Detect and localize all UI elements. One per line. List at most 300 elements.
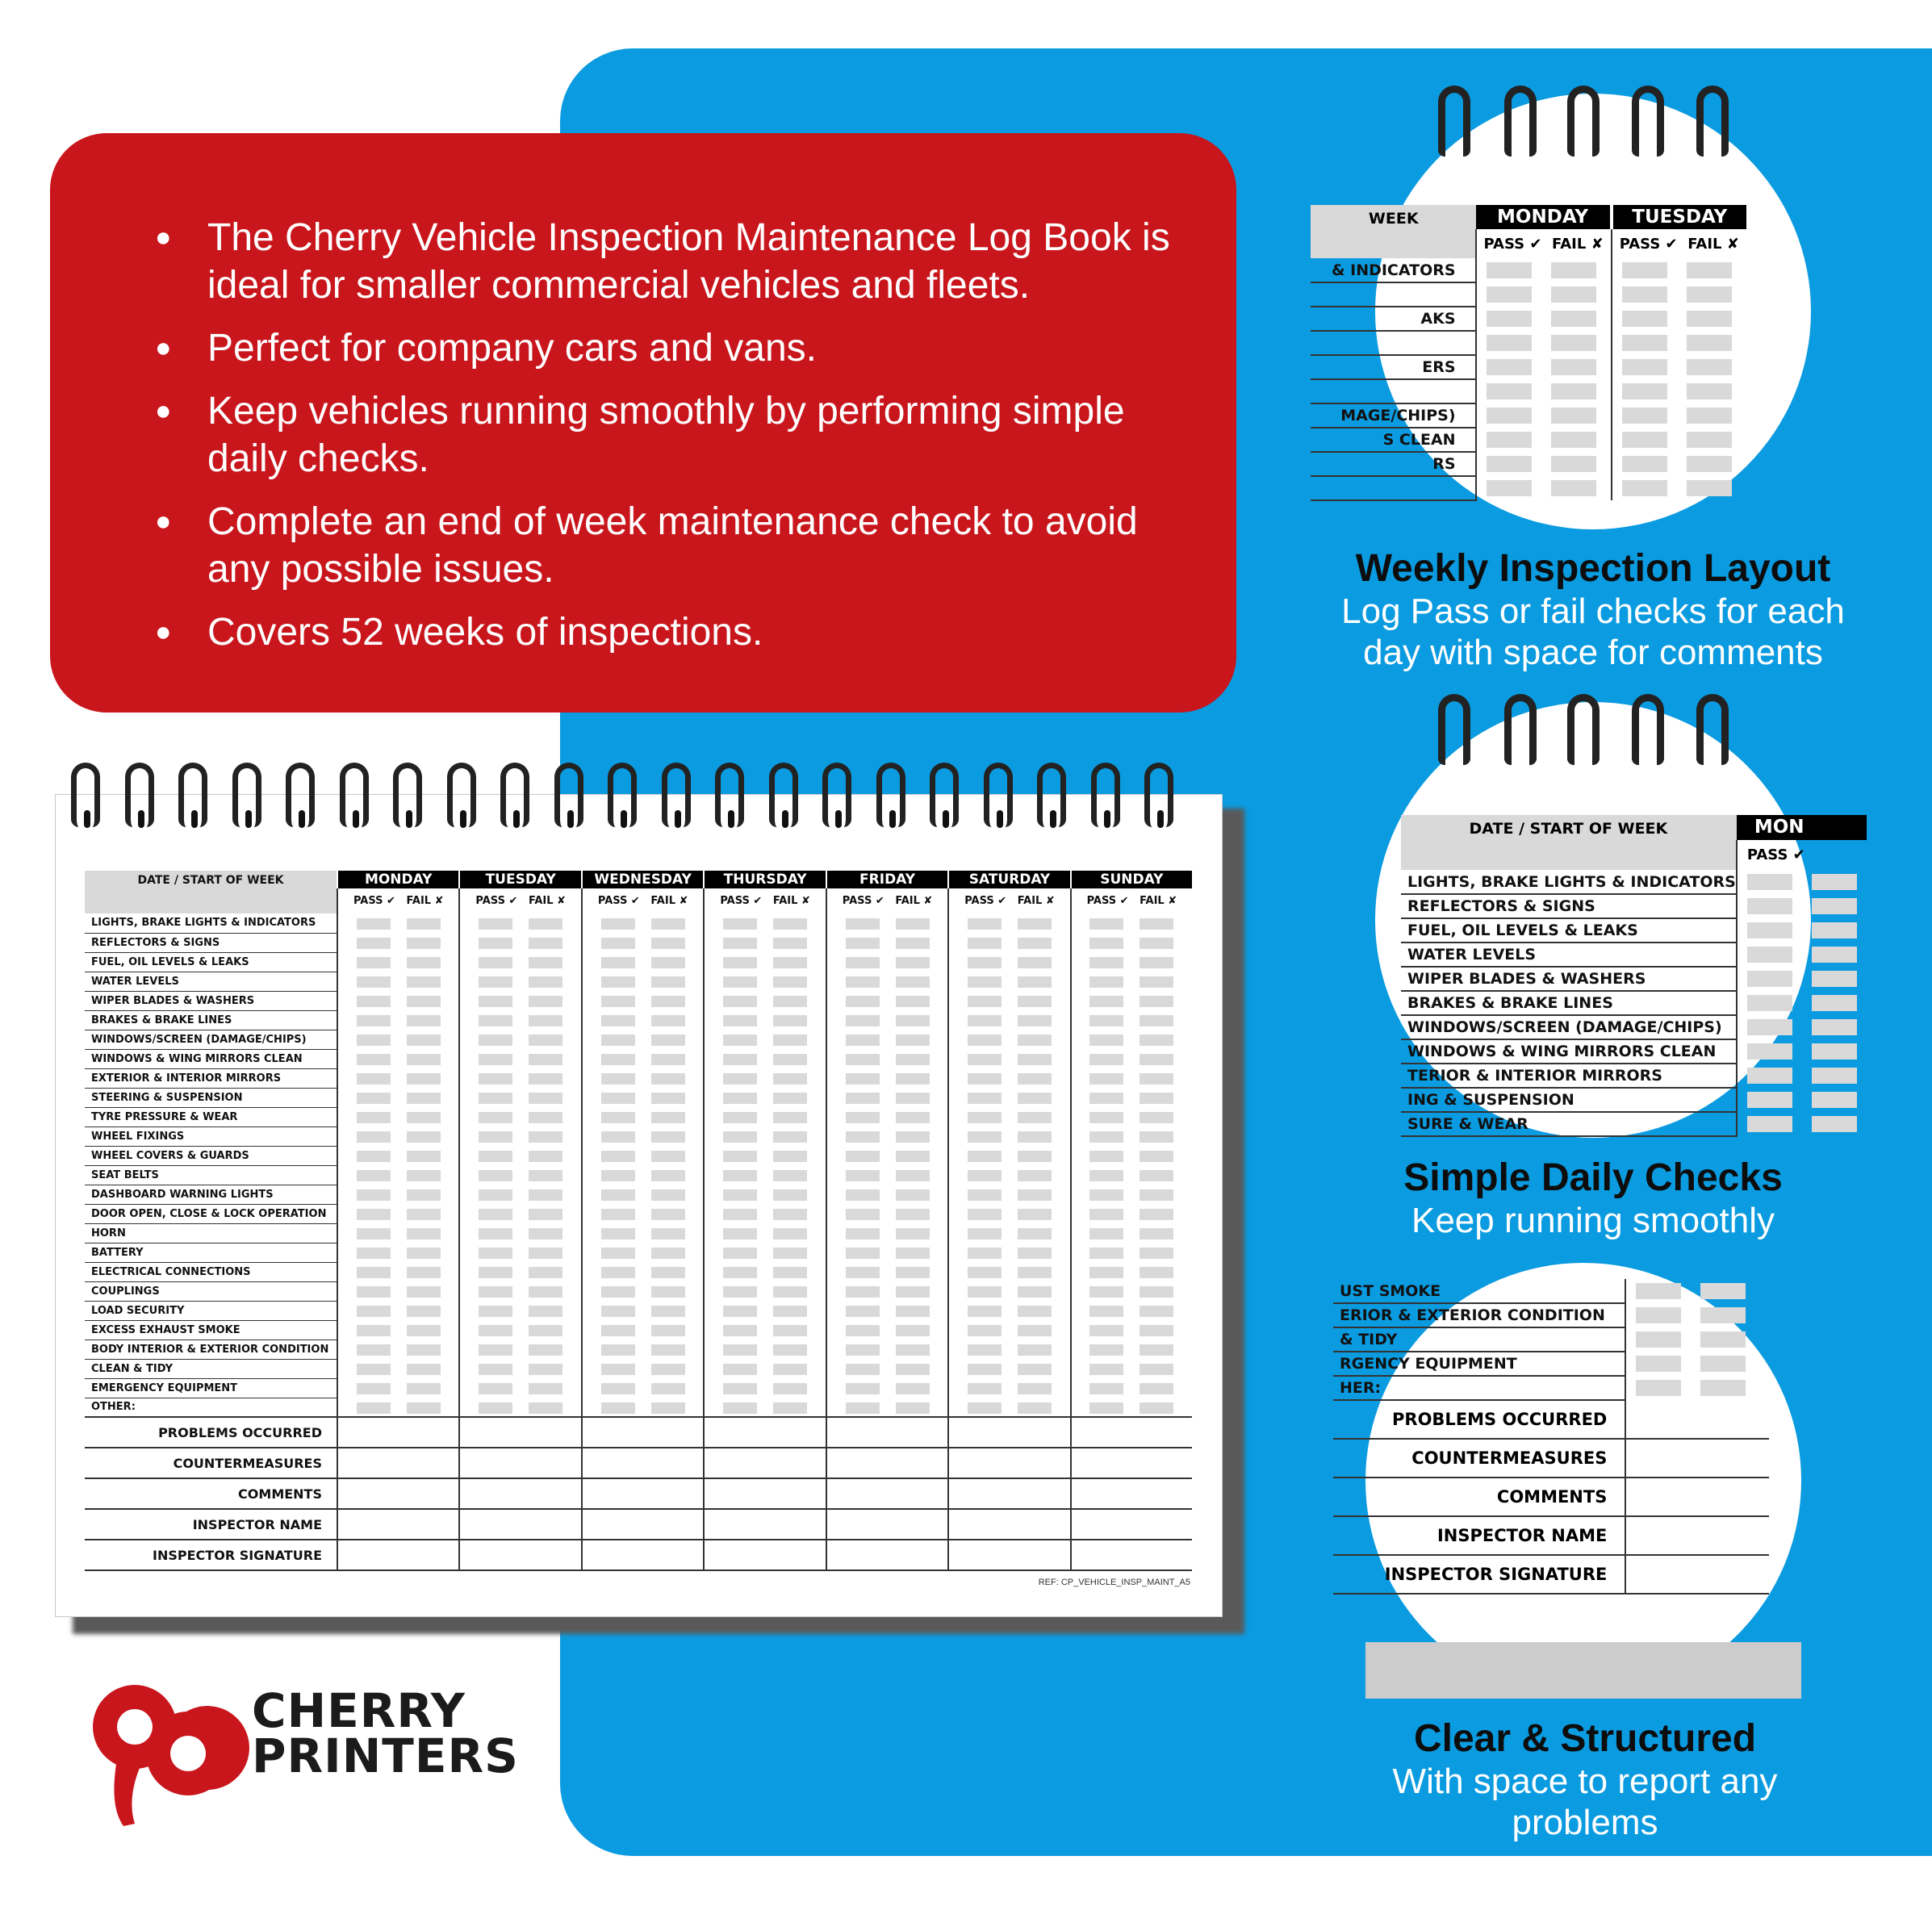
fail-box xyxy=(529,1267,562,1278)
checklist-row xyxy=(85,1088,1192,1107)
zoom-item-label: ERS xyxy=(1311,355,1476,379)
fail-box xyxy=(1018,918,1052,930)
caption-subtitle: With space to report any problems xyxy=(1392,1762,1778,1842)
zoom-item-label xyxy=(1311,331,1476,355)
pass-box xyxy=(357,1267,391,1278)
pass-fail-boxes xyxy=(459,1030,581,1049)
zoom-footer-table xyxy=(1333,1279,1769,1595)
feature-bullet: ● Complete an end of week maintenance check to avoid any possible issues. xyxy=(107,498,1172,593)
zoom-footer-cell xyxy=(1625,1555,1769,1594)
checklist-row xyxy=(85,1204,1192,1223)
checklist-row xyxy=(85,952,1192,972)
pass-box xyxy=(357,1151,391,1162)
zoom-footer-label: PROBLEMS OCCURRED xyxy=(1333,1400,1625,1439)
fail-box xyxy=(407,1267,441,1278)
pass-fail-boxes xyxy=(459,1088,581,1107)
pass-fail-boxes xyxy=(459,1204,581,1223)
pass-box xyxy=(1089,1344,1123,1356)
pass-fail-boxes xyxy=(1071,1262,1192,1281)
cherry-printers-logo-icon xyxy=(85,1669,238,1830)
pass-fail-boxes xyxy=(337,991,459,1010)
checklist-item-label: LOAD SECURITY xyxy=(85,1301,337,1320)
pass-fail-boxes xyxy=(582,1030,704,1049)
pass-box xyxy=(1089,1325,1123,1336)
pass-box xyxy=(601,1364,635,1375)
pass-box xyxy=(601,1306,635,1317)
fail-label: FAIL ✘ xyxy=(895,895,933,907)
brand-line-2: PRINTERS xyxy=(252,1728,519,1783)
pass-box xyxy=(1636,1331,1681,1348)
spiral-ring xyxy=(930,763,959,827)
fail-box xyxy=(773,1286,807,1298)
pass-fail-boxes xyxy=(948,1301,1070,1320)
pass-box xyxy=(846,1402,880,1414)
caption-weekly-layout xyxy=(1327,547,1859,673)
fail-box xyxy=(651,1228,685,1239)
pass-box xyxy=(968,1325,1002,1336)
pass-box xyxy=(1089,1054,1123,1065)
pass-fail-boxes xyxy=(948,1107,1070,1126)
pass-fail-boxes xyxy=(582,1088,704,1107)
pass-fail-boxes xyxy=(1071,1010,1192,1030)
fail-box xyxy=(773,1228,807,1239)
checklist-row xyxy=(85,1107,1192,1126)
fail-box xyxy=(529,996,562,1007)
fail-box xyxy=(1018,1093,1052,1104)
pass-box xyxy=(1487,311,1532,327)
pass-fail-boxes xyxy=(948,1185,1070,1204)
pass-box xyxy=(968,1306,1002,1317)
pass-box xyxy=(357,1054,391,1065)
pass-fail-boxes xyxy=(826,1223,948,1243)
pass-fail-boxes xyxy=(704,1262,826,1281)
pass-fail-boxes xyxy=(459,1340,581,1359)
footer-entry-cell xyxy=(1071,1478,1192,1509)
pass-fail-boxes xyxy=(948,1223,1070,1243)
spiral-ring xyxy=(447,763,476,827)
pass-box xyxy=(846,957,880,968)
checklist-row xyxy=(85,1359,1192,1378)
date-start-of-week-header: DATE / START OF WEEK xyxy=(85,871,337,913)
footer-entry-cell xyxy=(948,1540,1070,1570)
zoom-pass-fail-boxes xyxy=(1476,307,1612,331)
pass-fail-boxes xyxy=(826,972,948,991)
fail-box xyxy=(529,1073,562,1085)
zoom-pass-fail-boxes xyxy=(1612,282,1746,307)
fail-box xyxy=(407,1015,441,1026)
fail-box xyxy=(773,1015,807,1026)
pass-fail-boxes xyxy=(337,1088,459,1107)
fail-box xyxy=(529,1035,562,1046)
pass-fail-boxes xyxy=(337,1340,459,1359)
pass-fail-boxes xyxy=(337,1146,459,1165)
fail-box xyxy=(407,976,441,988)
fail-box xyxy=(896,938,930,949)
pass-box xyxy=(723,1189,757,1201)
feature-bullet: ● Perfect for company cars and vans. xyxy=(107,324,1172,372)
pass-box xyxy=(479,1383,512,1394)
fail-box xyxy=(896,1209,930,1220)
pass-fail-boxes xyxy=(582,1398,704,1417)
zoom-pass-fail-boxes xyxy=(1737,918,1867,943)
pass-fail-boxes xyxy=(459,933,581,952)
pass-fail-boxes xyxy=(1071,1320,1192,1340)
pass-fail-boxes xyxy=(459,1010,581,1030)
checklist-row xyxy=(85,1262,1192,1281)
pass-label: PASS ✔ xyxy=(353,895,395,907)
footer-entry-cell xyxy=(704,1448,826,1478)
fail-box xyxy=(529,1170,562,1181)
fail-box xyxy=(529,1015,562,1026)
fail-label: FAIL ✘ xyxy=(528,895,566,907)
fail-box xyxy=(1140,1402,1173,1414)
fail-box xyxy=(1551,480,1596,496)
pass-box xyxy=(479,957,512,968)
pass-box xyxy=(1089,1093,1123,1104)
pass-box xyxy=(1622,456,1667,472)
fail-box xyxy=(529,1228,562,1239)
zoom-pass-fail-header: PASS ✔ FAIL ✘ xyxy=(1476,229,1612,258)
pass-fail-boxes xyxy=(582,1204,704,1223)
pass-box xyxy=(1487,432,1532,448)
fail-box xyxy=(1140,1306,1173,1317)
fail-box xyxy=(1140,1228,1173,1239)
pass-box xyxy=(357,1035,391,1046)
spiral-ring xyxy=(715,763,744,827)
fail-box xyxy=(896,1151,930,1162)
pass-box xyxy=(846,1248,880,1259)
fail-box xyxy=(651,1364,685,1375)
fail-label: FAIL ✘ xyxy=(1140,895,1177,907)
pass-box xyxy=(1636,1356,1681,1372)
zoom-row xyxy=(1311,428,1746,452)
zoom-row xyxy=(1333,1303,1769,1327)
fail-box xyxy=(651,1286,685,1298)
zoom-row xyxy=(1401,1015,1867,1039)
pass-fail-boxes xyxy=(337,1010,459,1030)
caption-daily-checks xyxy=(1327,1156,1859,1241)
pass-box xyxy=(1089,1383,1123,1394)
fail-box xyxy=(407,1248,441,1259)
fail-box xyxy=(1018,1364,1052,1375)
pass-box xyxy=(479,1073,512,1085)
spiral-ring xyxy=(1567,694,1600,765)
pass-box xyxy=(723,1267,757,1278)
pass-box xyxy=(1622,408,1667,424)
feature-list xyxy=(107,214,1172,656)
fail-box xyxy=(407,1131,441,1143)
fail-box xyxy=(1018,1344,1052,1356)
zoom-row xyxy=(1401,967,1867,991)
zoom-footer-row xyxy=(1333,1516,1769,1555)
zoom-pass-fail-boxes xyxy=(1612,476,1746,500)
fail-box xyxy=(1018,976,1052,988)
pass-box xyxy=(846,1093,880,1104)
fail-box xyxy=(896,1131,930,1143)
spiral-ring xyxy=(286,763,315,827)
fail-box xyxy=(1812,947,1857,963)
fail-box xyxy=(1018,1248,1052,1259)
pass-fail-boxes xyxy=(459,1107,581,1126)
pass-fail-boxes xyxy=(582,1068,704,1088)
spiral-ring xyxy=(1091,763,1120,827)
pass-fail-boxes xyxy=(1071,1301,1192,1320)
zoom-footer-row xyxy=(1333,1400,1769,1439)
checklist-item-label: LIGHTS, BRAKE LIGHTS & INDICATORS xyxy=(85,913,337,933)
pass-box xyxy=(601,1093,635,1104)
fail-box xyxy=(1812,1068,1857,1084)
pass-fail-boxes xyxy=(826,1185,948,1204)
fail-box xyxy=(651,1151,685,1162)
pass-box xyxy=(479,1209,512,1220)
zoom-date-header: WEEK xyxy=(1311,205,1476,258)
pass-box xyxy=(1089,1015,1123,1026)
pass-fail-boxes xyxy=(1071,1030,1192,1049)
footer-entry-cell xyxy=(459,1478,581,1509)
pass-box xyxy=(357,1093,391,1104)
fail-box xyxy=(896,1112,930,1123)
zoom-item-label: UST SMOKE xyxy=(1333,1279,1625,1303)
spiral-ring xyxy=(876,763,905,827)
pass-fail-boxes xyxy=(826,1359,948,1378)
fail-box xyxy=(529,1306,562,1317)
pass-box xyxy=(968,1364,1002,1375)
pass-box xyxy=(968,1073,1002,1085)
pass-box xyxy=(601,918,635,930)
footer-entry-cell xyxy=(948,1448,1070,1478)
pass-box xyxy=(846,918,880,930)
fail-box xyxy=(651,1402,685,1414)
fail-box xyxy=(1140,1151,1173,1162)
fail-box xyxy=(773,1325,807,1336)
fail-box xyxy=(773,938,807,949)
pass-fail-boxes xyxy=(582,1049,704,1068)
zoom-pass-fail-boxes xyxy=(1476,355,1612,379)
pass-box xyxy=(601,1402,635,1414)
zoom-pass-fail-boxes xyxy=(1625,1352,1769,1376)
pass-box xyxy=(1622,262,1667,278)
zoom-item-label: RGENCY EQUIPMENT xyxy=(1333,1352,1625,1376)
spiral-ring xyxy=(1632,86,1664,157)
pass-fail-boxes xyxy=(948,913,1070,933)
fail-box xyxy=(651,938,685,949)
fail-box xyxy=(1018,996,1052,1007)
pass-box xyxy=(1089,957,1123,968)
zoom-pass-fail-boxes xyxy=(1625,1376,1769,1400)
pass-box xyxy=(601,1035,635,1046)
pass-fail-boxes xyxy=(704,1146,826,1165)
zoom-footer-label: INSPECTOR NAME xyxy=(1333,1516,1625,1555)
pass-fail-boxes xyxy=(704,1301,826,1320)
pass-box xyxy=(968,1035,1002,1046)
pass-box xyxy=(1089,1402,1123,1414)
fail-box xyxy=(529,1112,562,1123)
fail-box xyxy=(896,1054,930,1065)
pass-box xyxy=(357,1228,391,1239)
pass-fail-boxes xyxy=(704,1068,826,1088)
pass-fail-boxes xyxy=(704,1126,826,1146)
spiral-ring xyxy=(1504,694,1537,765)
pass-box xyxy=(601,1248,635,1259)
checklist-item-label: DASHBOARD WARNING LIGHTS xyxy=(85,1185,337,1204)
pass-box xyxy=(357,1286,391,1298)
checklist-item-label: EXTERIOR & INTERIOR MIRRORS xyxy=(85,1068,337,1088)
fail-box xyxy=(1140,1248,1173,1259)
pass-box xyxy=(357,1402,391,1414)
fail-box xyxy=(773,1054,807,1065)
pass-box xyxy=(1089,1073,1123,1085)
pass-fail-boxes xyxy=(826,1281,948,1301)
fail-box xyxy=(773,1267,807,1278)
fail-box xyxy=(651,1344,685,1356)
pass-fail-boxes xyxy=(1071,1165,1192,1185)
fail-box xyxy=(529,957,562,968)
footer-entry-cell xyxy=(948,1478,1070,1509)
pass-box xyxy=(601,1383,635,1394)
fail-box xyxy=(1018,1073,1052,1085)
fail-box xyxy=(407,1364,441,1375)
checklist-item-label: REFLECTORS & SIGNS xyxy=(85,933,337,952)
zoom-footer-cell xyxy=(1625,1516,1769,1555)
pass-box xyxy=(723,1093,757,1104)
fail-box xyxy=(1140,1209,1173,1220)
fail-box xyxy=(1018,1151,1052,1162)
pass-box xyxy=(601,1325,635,1336)
pass-fail-boxes xyxy=(1071,1088,1192,1107)
pass-box xyxy=(968,1228,1002,1239)
fail-box xyxy=(896,1228,930,1239)
pass-box xyxy=(357,1248,391,1259)
pass-fail-boxes xyxy=(826,1010,948,1030)
pass-fail-boxes xyxy=(948,1146,1070,1165)
zoom-day-tuesday: TUESDAY xyxy=(1612,205,1746,229)
fail-box xyxy=(651,1209,685,1220)
pass-fail-boxes xyxy=(1071,1398,1192,1417)
fail-box xyxy=(773,976,807,988)
fail-box xyxy=(407,1228,441,1239)
pass-box xyxy=(1747,922,1792,938)
fail-box xyxy=(1018,1015,1052,1026)
fail-box xyxy=(896,1015,930,1026)
pass-fail-boxes xyxy=(704,1165,826,1185)
zoom-pass-header: PASS ✔ xyxy=(1737,840,1867,870)
fail-box xyxy=(407,1344,441,1356)
checklist-row xyxy=(85,1320,1192,1340)
pass-box xyxy=(601,1131,635,1143)
checklist-item-label: WINDOWS & WING MIRRORS CLEAN xyxy=(85,1049,337,1068)
zoom-pass-fail-boxes xyxy=(1612,331,1746,355)
fail-box xyxy=(773,918,807,930)
fail-box xyxy=(529,1344,562,1356)
fail-box xyxy=(529,976,562,988)
fail-box xyxy=(651,1073,685,1085)
pass-box xyxy=(357,1209,391,1220)
pass-fail-boxes xyxy=(826,1398,948,1417)
pass-fail-boxes xyxy=(704,952,826,972)
spiral-ring xyxy=(554,763,583,827)
pass-fail-boxes xyxy=(948,1049,1070,1068)
pass-fail-boxes xyxy=(704,1088,826,1107)
fail-box xyxy=(407,1325,441,1336)
checklist-row xyxy=(85,1378,1192,1398)
pass-box xyxy=(968,938,1002,949)
footer-entry-cell xyxy=(1071,1509,1192,1540)
zoom-item-label: & INDICATORS xyxy=(1311,258,1476,282)
spiral-ring xyxy=(125,763,154,827)
checklist-item-label: SEAT BELTS xyxy=(85,1165,337,1185)
pass-fail-boxes xyxy=(948,1398,1070,1417)
zoom-pass-fail-boxes xyxy=(1625,1279,1769,1303)
pass-fail-boxes xyxy=(1071,1340,1192,1359)
footer-entry-cell xyxy=(582,1448,704,1478)
fail-box xyxy=(1551,335,1596,351)
pass-box xyxy=(1089,1364,1123,1375)
pass-box xyxy=(1089,1306,1123,1317)
checklist-row xyxy=(85,1301,1192,1320)
fail-box xyxy=(1140,1073,1173,1085)
zoom-pass-fail-boxes xyxy=(1476,331,1612,355)
zoom-item-label: HER: xyxy=(1333,1376,1625,1400)
pass-box xyxy=(968,1112,1002,1123)
pass-box xyxy=(1487,408,1532,424)
pass-fail-header xyxy=(582,888,704,913)
zoom-structured-footer xyxy=(1340,1263,1801,1699)
zoom-row xyxy=(1311,258,1746,282)
fail-box xyxy=(1812,898,1857,914)
pass-box xyxy=(723,1306,757,1317)
pass-box xyxy=(479,1093,512,1104)
footer-entry-cell xyxy=(582,1478,704,1509)
zoom-items-table xyxy=(1401,815,1867,1137)
fail-box xyxy=(773,996,807,1007)
zoom-row xyxy=(1401,918,1867,943)
fail-box xyxy=(1018,1228,1052,1239)
zoom-item-label: MAGE/CHIPS) xyxy=(1311,403,1476,428)
fail-box xyxy=(1687,359,1732,375)
pass-box xyxy=(723,918,757,930)
footer-entry-cell xyxy=(459,1448,581,1478)
footer-entry-cell xyxy=(337,1478,459,1509)
fail-box xyxy=(1687,262,1732,278)
fail-box xyxy=(896,1189,930,1201)
pass-label: PASS ✔ xyxy=(842,895,884,907)
zoom-pass-fail-boxes xyxy=(1737,967,1867,991)
checklist-item-label: WHEEL COVERS & GUARDS xyxy=(85,1146,337,1165)
checklist-row xyxy=(85,933,1192,952)
pass-box xyxy=(723,1073,757,1085)
zoom-row xyxy=(1401,991,1867,1015)
footer-entry-cell xyxy=(459,1509,581,1540)
pass-box xyxy=(1089,1131,1123,1143)
fail-box xyxy=(1140,1364,1173,1375)
pass-fail-boxes xyxy=(459,1281,581,1301)
pass-box xyxy=(723,1344,757,1356)
pass-box xyxy=(723,1286,757,1298)
pass-box xyxy=(723,1228,757,1239)
zoom-footer-cell xyxy=(1625,1439,1769,1478)
fail-box xyxy=(896,1267,930,1278)
pass-fail-boxes xyxy=(826,1107,948,1126)
pass-box xyxy=(723,1209,757,1220)
pass-fail-boxes xyxy=(582,1010,704,1030)
pass-fail-boxes xyxy=(582,1262,704,1281)
footer-entry-cell xyxy=(826,1540,948,1570)
spiral-ring xyxy=(340,763,369,827)
fail-box xyxy=(651,1267,685,1278)
zoom-weekly-table xyxy=(1311,205,1746,501)
fail-box xyxy=(407,996,441,1007)
footer-entry-cell xyxy=(826,1417,948,1448)
